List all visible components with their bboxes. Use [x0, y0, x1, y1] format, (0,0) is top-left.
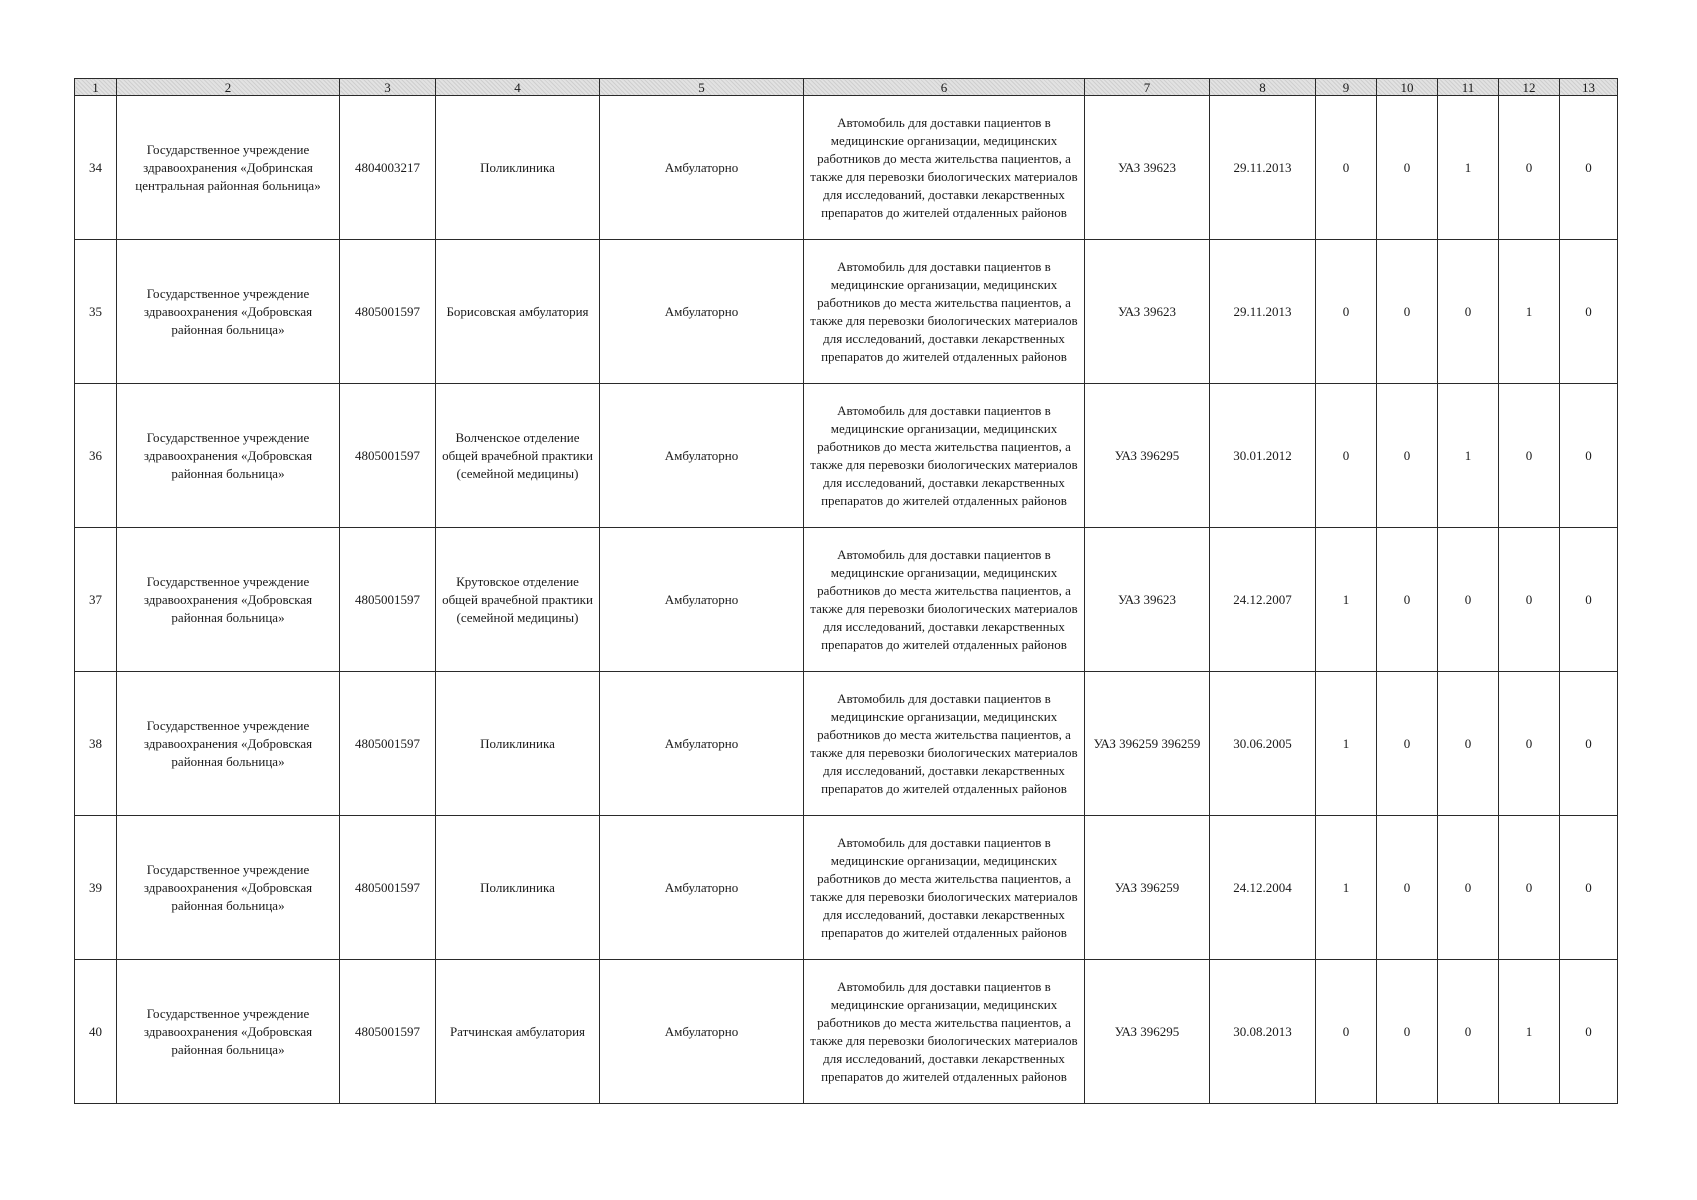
row-number: 38 — [75, 672, 117, 816]
value-cell: 0 — [1499, 96, 1560, 240]
unit-name: Ратчинская амбулатория — [436, 960, 600, 1104]
unit-name: Борисовская амбулатория — [436, 240, 600, 384]
vehicle-purpose: Автомобиль для доставки пациентов в медицинские организации, медицинских работников до места жительства пациентов, а также для перевозки биологических материалов для исследований, доставки лекарственных препаратов до жителей отдаленных районов — [804, 960, 1085, 1104]
value-cell: 0 — [1499, 816, 1560, 960]
registration-date: 30.06.2005 — [1210, 672, 1316, 816]
table-row — [75, 816, 1618, 960]
value-cell: 0 — [1377, 384, 1438, 528]
value-cell: 0 — [1438, 240, 1499, 384]
vehicle-model: УАЗ 396259 396259 — [1085, 672, 1210, 816]
care-type: Амбулаторно — [600, 384, 804, 528]
row-number: 39 — [75, 816, 117, 960]
vehicle-model: УАЗ 39623 — [1085, 528, 1210, 672]
column-header: 7 — [1085, 79, 1210, 96]
value-cell: 0 — [1316, 96, 1377, 240]
care-type: Амбулаторно — [600, 528, 804, 672]
registration-date: 29.11.2013 — [1210, 96, 1316, 240]
column-header: 4 — [436, 79, 600, 96]
value-cell: 0 — [1377, 96, 1438, 240]
column-header: 1 — [75, 79, 117, 96]
vehicle-model: УАЗ 39623 — [1085, 240, 1210, 384]
vehicle-model: УАЗ 396259 — [1085, 816, 1210, 960]
column-number-row — [75, 79, 1618, 96]
value-cell: 1 — [1499, 960, 1560, 1104]
organization-name: Государственное учреждение здравоохранения «Добровская районная больница» — [117, 672, 340, 816]
inn-code: 4805001597 — [340, 816, 436, 960]
inn-code: 4805001597 — [340, 384, 436, 528]
row-number: 35 — [75, 240, 117, 384]
value-cell: 0 — [1316, 960, 1377, 1104]
table-row — [75, 960, 1618, 1104]
row-number: 36 — [75, 384, 117, 528]
registration-date: 30.08.2013 — [1210, 960, 1316, 1104]
organization-name: Государственное учреждение здравоохранения «Добровская районная больница» — [117, 240, 340, 384]
value-cell: 0 — [1560, 528, 1618, 672]
vehicle-purpose: Автомобиль для доставки пациентов в медицинские организации, медицинских работников до места жительства пациентов, а также для перевозки биологических материалов для исследований, доставки лекарственных препаратов до жителей отдаленных районов — [804, 672, 1085, 816]
value-cell: 0 — [1377, 672, 1438, 816]
row-number: 34 — [75, 96, 117, 240]
value-cell: 1 — [1316, 816, 1377, 960]
organization-name: Государственное учреждение здравоохранения «Добровская районная больница» — [117, 384, 340, 528]
unit-name: Поликлиника — [436, 816, 600, 960]
value-cell: 0 — [1438, 528, 1499, 672]
value-cell: 0 — [1499, 672, 1560, 816]
value-cell: 1 — [1438, 96, 1499, 240]
vehicle-model: УАЗ 39623 — [1085, 96, 1210, 240]
registration-date: 29.11.2013 — [1210, 240, 1316, 384]
column-header: 11 — [1438, 79, 1499, 96]
vehicle-registry-table — [74, 78, 1618, 1104]
value-cell: 0 — [1499, 384, 1560, 528]
value-cell: 0 — [1316, 384, 1377, 528]
organization-name: Государственное учреждение здравоохранения «Добровская районная больница» — [117, 528, 340, 672]
value-cell: 1 — [1316, 528, 1377, 672]
value-cell: 0 — [1377, 240, 1438, 384]
registration-date: 30.01.2012 — [1210, 384, 1316, 528]
inn-code: 4805001597 — [340, 528, 436, 672]
value-cell: 1 — [1499, 240, 1560, 384]
table-row — [75, 672, 1618, 816]
value-cell: 0 — [1560, 960, 1618, 1104]
column-header: 10 — [1377, 79, 1438, 96]
value-cell: 0 — [1560, 96, 1618, 240]
value-cell: 0 — [1438, 960, 1499, 1104]
vehicle-purpose: Автомобиль для доставки пациентов в медицинские организации, медицинских работников до места жительства пациентов, а также для перевозки биологических материалов для исследований, доставки лекарственных препаратов до жителей отдаленных районов — [804, 240, 1085, 384]
column-header: 2 — [117, 79, 340, 96]
vehicle-model: УАЗ 396295 — [1085, 960, 1210, 1104]
care-type: Амбулаторно — [600, 672, 804, 816]
value-cell: 0 — [1560, 384, 1618, 528]
unit-name: Крутовское отделение общей врачебной практики (семейной медицины) — [436, 528, 600, 672]
care-type: Амбулаторно — [600, 816, 804, 960]
value-cell: 1 — [1438, 384, 1499, 528]
value-cell: 0 — [1499, 528, 1560, 672]
unit-name: Поликлиника — [436, 96, 600, 240]
vehicle-purpose: Автомобиль для доставки пациентов в медицинские организации, медицинских работников до места жительства пациентов, а также для перевозки биологических материалов для исследований, доставки лекарственных препаратов до жителей отдаленных районов — [804, 816, 1085, 960]
value-cell: 0 — [1377, 816, 1438, 960]
table-row — [75, 96, 1618, 240]
row-number: 37 — [75, 528, 117, 672]
unit-name: Волченское отделение общей врачебной практики (семейной медицины) — [436, 384, 600, 528]
value-cell: 0 — [1438, 672, 1499, 816]
value-cell: 0 — [1560, 240, 1618, 384]
value-cell: 0 — [1438, 816, 1499, 960]
column-header: 6 — [804, 79, 1085, 96]
column-header: 5 — [600, 79, 804, 96]
organization-name: Государственное учреждение здравоохранения «Добровская районная больница» — [117, 816, 340, 960]
value-cell: 0 — [1377, 960, 1438, 1104]
vehicle-model: УАЗ 396295 — [1085, 384, 1210, 528]
value-cell: 1 — [1316, 672, 1377, 816]
care-type: Амбулаторно — [600, 960, 804, 1104]
vehicle-purpose: Автомобиль для доставки пациентов в медицинские организации, медицинских работников до места жительства пациентов, а также для перевозки биологических материалов для исследований, доставки лекарственных препаратов до жителей отдаленных районов — [804, 384, 1085, 528]
value-cell: 0 — [1560, 816, 1618, 960]
care-type: Амбулаторно — [600, 240, 804, 384]
organization-name: Государственное учреждение здравоохранения «Добринская центральная районная больница» — [117, 96, 340, 240]
row-number: 40 — [75, 960, 117, 1104]
vehicle-purpose: Автомобиль для доставки пациентов в медицинские организации, медицинских работников до места жительства пациентов, а также для перевозки биологических материалов для исследований, доставки лекарственных препаратов до жителей отдаленных районов — [804, 96, 1085, 240]
table-row — [75, 528, 1618, 672]
column-header: 8 — [1210, 79, 1316, 96]
column-header: 9 — [1316, 79, 1377, 96]
inn-code: 4805001597 — [340, 240, 436, 384]
table-row — [75, 384, 1618, 528]
care-type: Амбулаторно — [600, 96, 804, 240]
inn-code: 4805001597 — [340, 960, 436, 1104]
table-row — [75, 240, 1618, 384]
registration-date: 24.12.2007 — [1210, 528, 1316, 672]
value-cell: 0 — [1560, 672, 1618, 816]
value-cell: 0 — [1377, 528, 1438, 672]
column-header: 12 — [1499, 79, 1560, 96]
inn-code: 4805001597 — [340, 672, 436, 816]
vehicle-purpose: Автомобиль для доставки пациентов в медицинские организации, медицинских работников до места жительства пациентов, а также для перевозки биологических материалов для исследований, доставки лекарственных препаратов до жителей отдаленных районов — [804, 528, 1085, 672]
registration-date: 24.12.2004 — [1210, 816, 1316, 960]
column-header: 13 — [1560, 79, 1618, 96]
inn-code: 4804003217 — [340, 96, 436, 240]
column-header: 3 — [340, 79, 436, 96]
organization-name: Государственное учреждение здравоохранения «Добровская районная больница» — [117, 960, 340, 1104]
value-cell: 0 — [1316, 240, 1377, 384]
unit-name: Поликлиника — [436, 672, 600, 816]
